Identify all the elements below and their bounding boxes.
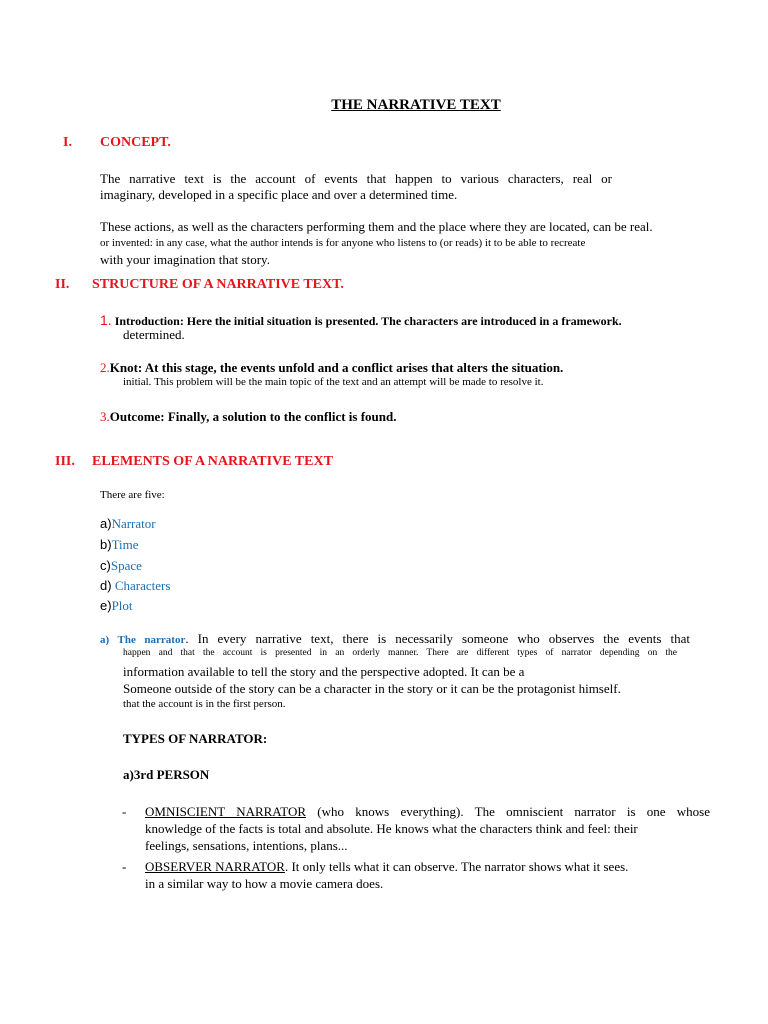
structure-item-2-continuation: initial. This problem will be the main topic of the text and an attempt will be made to resolve it. xyxy=(123,376,544,388)
narrator-paragraph-line-2: happen and that the account is presented in an orderly manner. There are different types of narrator depending on the xyxy=(123,648,677,658)
element-item xyxy=(100,536,139,554)
element-label: Space xyxy=(110,558,142,573)
elements-intro: There are five: xyxy=(100,489,165,501)
element-letter: b) xyxy=(100,537,112,552)
structure-item-3-number: 3. xyxy=(100,409,110,424)
element-label: Narrator xyxy=(111,516,156,531)
observer-line-1 xyxy=(145,859,628,875)
structure-item-3 xyxy=(100,409,396,425)
element-label: Plot xyxy=(111,598,133,613)
concept-paragraph-1-line-1: The narrative text is the account of events that happen to various characters, real or xyxy=(100,171,612,186)
concept-paragraph-1-line-2: imaginary, developed in a specific place and over a determined time. xyxy=(100,187,458,202)
element-item xyxy=(100,557,142,575)
omniscient-line-1 xyxy=(145,804,710,820)
structure-item-2-text: Knot: At this stage, the events unfold and a conflict arises that alters the situation. xyxy=(109,360,564,375)
element-item xyxy=(100,577,170,595)
structure-item-1-number: 1. xyxy=(100,312,112,328)
element-letter: d) xyxy=(100,578,112,593)
third-person-heading: a)3rd PERSON xyxy=(123,767,210,782)
concept-paragraph-2-line-2: or invented: in any case, what the author intends is for anyone who listens to (or reads) it to be able to recreate xyxy=(100,237,586,249)
element-item xyxy=(100,515,156,533)
structure-item-1-continuation: determined. xyxy=(123,327,185,342)
element-letter: c) xyxy=(100,558,111,573)
omniscient-narrator-term: OMNISCIENT NARRATOR xyxy=(145,804,307,819)
section-2-heading: STRUCTURE OF A NARRATIVE TEXT. xyxy=(92,277,344,292)
structure-item-3-text: Outcome: Finally, a solution to the conflict is found. xyxy=(109,409,397,424)
section-1-numeral: I. xyxy=(63,135,72,150)
concept-paragraph-2-line-3: with your imagination that story. xyxy=(100,252,270,267)
observer-line-1-text: . It only tells what it can observe. The narrator shows what it sees. xyxy=(284,859,629,874)
narrator-lead: a) The narrator xyxy=(100,634,186,646)
element-letter: e) xyxy=(100,598,112,613)
types-of-narrator-heading: TYPES OF NARRATOR: xyxy=(123,731,268,746)
observer-narrator-term: OBSERVER NARRATOR xyxy=(145,859,285,874)
structure-item-1-text: Introduction: Here the initial situation is presented. The characters are introduced in a framework. xyxy=(111,314,622,328)
narrator-paragraph-line-4: Someone outside of the story can be a character in the story or it can be the protagonist himself. xyxy=(123,681,621,696)
omniscient-line-3: feelings, sensations, intentions, plans... xyxy=(145,838,348,853)
structure-item-2 xyxy=(100,360,563,376)
narrator-paragraph-line-5: that the account is in the first person. xyxy=(123,698,286,710)
omniscient-line-2: knowledge of the facts is total and absolute. He knows what the characters think and feel: their xyxy=(145,821,638,836)
omniscient-line-1-text: (who knows everything). The omniscient narrator is one whose xyxy=(306,804,711,819)
observer-line-2: in a similar way to how a movie camera does. xyxy=(145,876,384,891)
section-2-numeral: II. xyxy=(55,277,70,292)
element-letter: a) xyxy=(100,516,112,531)
section-1-heading: CONCEPT. xyxy=(100,135,171,150)
concept-paragraph-2-line-1: These actions, as well as the characters performing them and the place where they are located, can be real. xyxy=(100,219,653,234)
bullet-dash: - xyxy=(122,804,127,819)
narrator-line-1-text: . In every narrative text, there is necessarily someone who observes the events that xyxy=(185,631,690,646)
element-label: Time xyxy=(111,537,139,552)
section-3-numeral: III. xyxy=(55,454,75,469)
element-item xyxy=(100,597,133,615)
narrator-paragraph-line-3: information available to tell the story and the perspective adopted. It can be a xyxy=(123,664,525,679)
structure-item-2-number: 2. xyxy=(100,360,110,375)
section-3-heading: ELEMENTS OF A NARRATIVE TEXT xyxy=(92,454,333,469)
bullet-dash: - xyxy=(122,859,127,874)
narrator-paragraph-line-1 xyxy=(100,631,690,647)
element-label: Characters xyxy=(111,578,171,593)
page-title: THE NARRATIVE TEXT xyxy=(331,97,501,113)
